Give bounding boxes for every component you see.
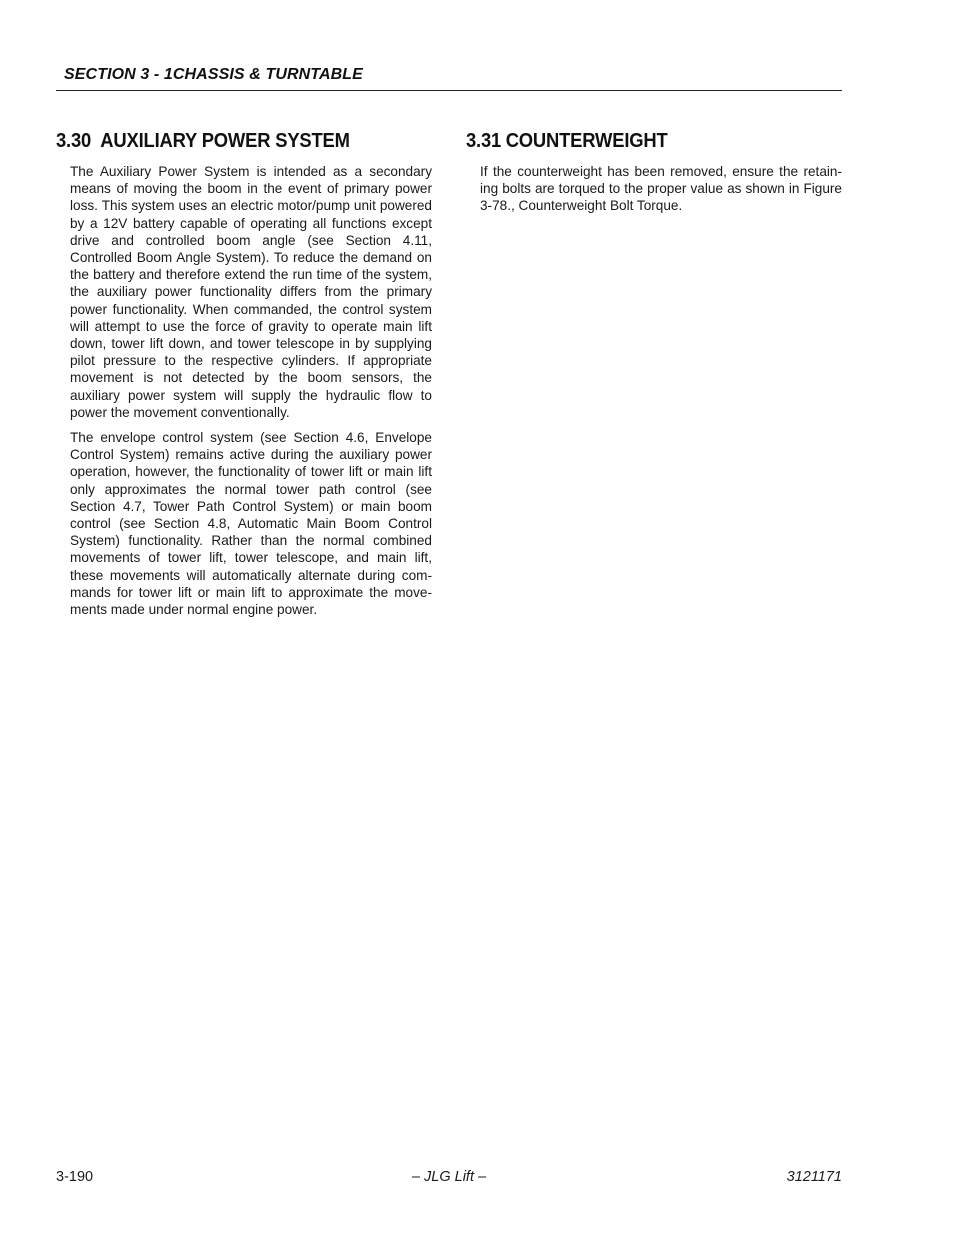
body-paragraph: If the counterweight has been removed, ensure the retaining bolts are torqued to the proper value as shown in Figure 3-78., Counterweight Bolt Torque. <box>480 164 842 214</box>
section-title: AUXILIARY POWER SYSTEM <box>100 130 350 152</box>
body-paragraph: The envelope control system (see Section 4.6, Envelope Control System) remains active during the auxiliary power operation, however, the functionality of tower lift or main lift only approximates the normal tower path control (see Section 4.7, Tower Path Control System) or main boom control (see Section 4.8, Automatic Main Boom Control System) functionality. Rather than the normal combined movements of tower lift, tower telescope, and main lift, these movements will automatically alternate during commands for tower lift or main lift to approximate the movements made under normal engine power. <box>70 430 432 618</box>
section-number: 3.31 <box>466 130 502 152</box>
section-counterweight <box>466 130 842 223</box>
footer-brand: – JLG Lift – <box>411 1169 487 1185</box>
section-heading <box>56 130 402 153</box>
section-header-title: SECTION 3 - 1CHASSIS & TURNTABLE <box>64 66 363 83</box>
section-auxiliary-power-system <box>56 130 432 626</box>
section-heading <box>466 130 812 153</box>
body-paragraph: The Auxiliary Power System is intended as a secondary means of moving the boom in the event of primary power loss. This system uses an electric motor/pump unit powered by a 12V battery capable of operating all functions except drive and controlled boom angle (see Section 4.11, Controlled Boom Angle System). To reduce the demand on the battery and therefore extend the run time of the system, the auxiliary power functionality differs from the primary power functionality. When commanded, the control system will attempt to use the force of gravity to operate main lift down, tower lift down, and tower telescope in by supplying pilot pressure to the respective cylinders. If appropriate movement is not detected by the boom sensors, the auxiliary power system will supply the hydraulic flow to power the movement conventionally. <box>70 164 432 420</box>
page-number: 3-190 <box>56 1169 94 1185</box>
section-number: 3.30 <box>56 130 92 152</box>
page-footer <box>56 1169 842 1189</box>
document-number: 3121171 <box>786 1169 842 1185</box>
section-title: COUNTERWEIGHT <box>505 130 668 152</box>
page-header <box>56 64 842 91</box>
